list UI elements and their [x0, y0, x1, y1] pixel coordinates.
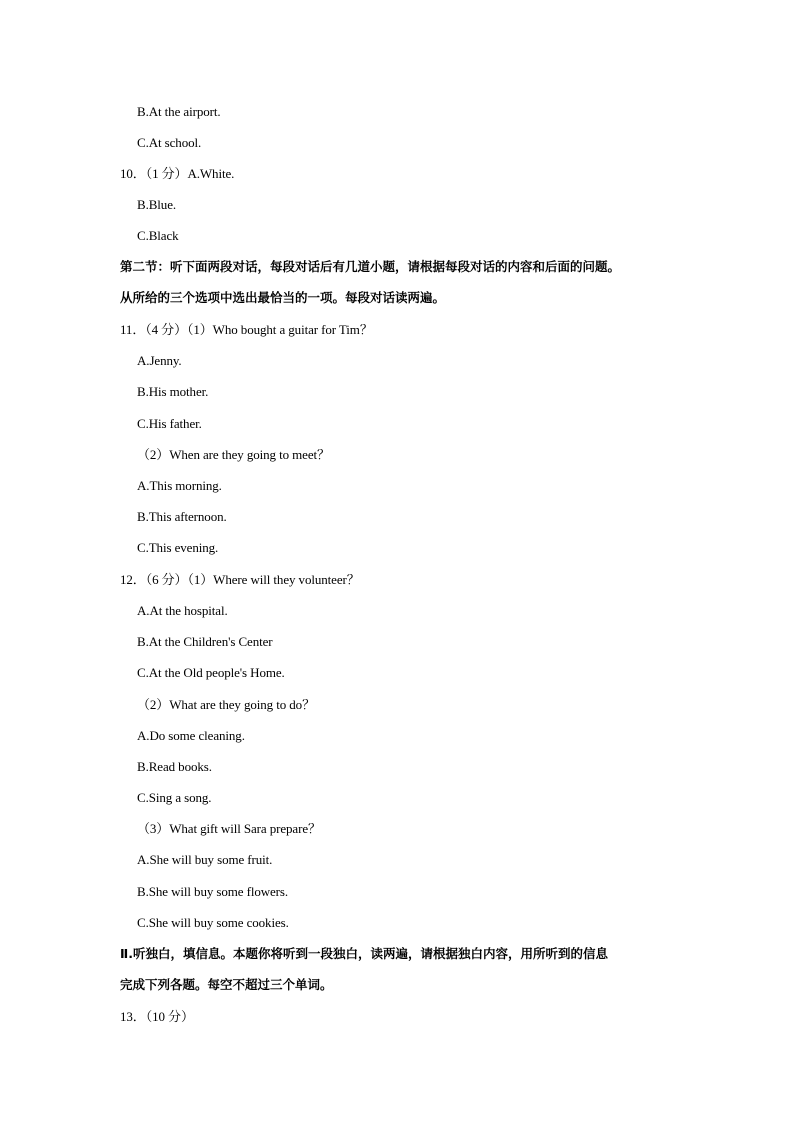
question-13: 13．（10 分）: [120, 1009, 194, 1024]
question-12: 12．（6 分）（1）Where will they volunteer？: [120, 572, 360, 587]
section-instruction: 第二节：听下面两段对话，每段对话后有几道小题，请根据每段对话的内容和后面的问题。: [120, 259, 621, 274]
option-line: C.This evening.: [137, 540, 219, 555]
option-line: B.His mother.: [137, 384, 209, 399]
option-line: A.At the hospital.: [137, 603, 228, 618]
section-instruction: Ⅱ.听独白，填信息。本题你将听到一段独白，读两遍，请根据独白内容，用所听到的信息: [120, 946, 608, 961]
option-line: B.Read books.: [137, 759, 212, 774]
option-line: A.This morning.: [137, 478, 222, 493]
option-line: A.She will buy some fruit.: [137, 852, 273, 867]
sub-question: （3）What gift will Sara prepare？: [137, 821, 321, 836]
section-instruction: 从所给的三个选项中选出最恰当的一项。每段对话读两遍。: [120, 290, 446, 305]
section-instruction: 完成下列各题。每空不超过三个单词。: [120, 977, 333, 992]
option-line: C.She will buy some cookies.: [137, 915, 289, 930]
option-line: B.This afternoon.: [137, 509, 227, 524]
option-line: C.At the Old people's Home.: [137, 665, 285, 680]
option-line: C.At school.: [137, 135, 202, 150]
question-11: 11．（4 分）（1）Who bought a guitar for Tim？: [120, 322, 373, 337]
sub-question: （2）When are they going to meet？: [137, 447, 330, 462]
option-line: A.Jenny.: [137, 353, 182, 368]
option-line: C.Black: [137, 228, 179, 243]
question-10: 10．（1 分）A.White.: [120, 166, 235, 181]
option-line: B.She will buy some flowers.: [137, 884, 289, 899]
sub-question: （2）What are they going to do？: [137, 697, 315, 712]
option-line: C.His father.: [137, 416, 202, 431]
option-line: B.At the Children's Center: [137, 634, 273, 649]
option-line: B.Blue.: [137, 197, 177, 212]
option-line: B.At the airport.: [137, 104, 221, 119]
option-line: A.Do some cleaning.: [137, 728, 245, 743]
option-line: C.Sing a song.: [137, 790, 212, 805]
